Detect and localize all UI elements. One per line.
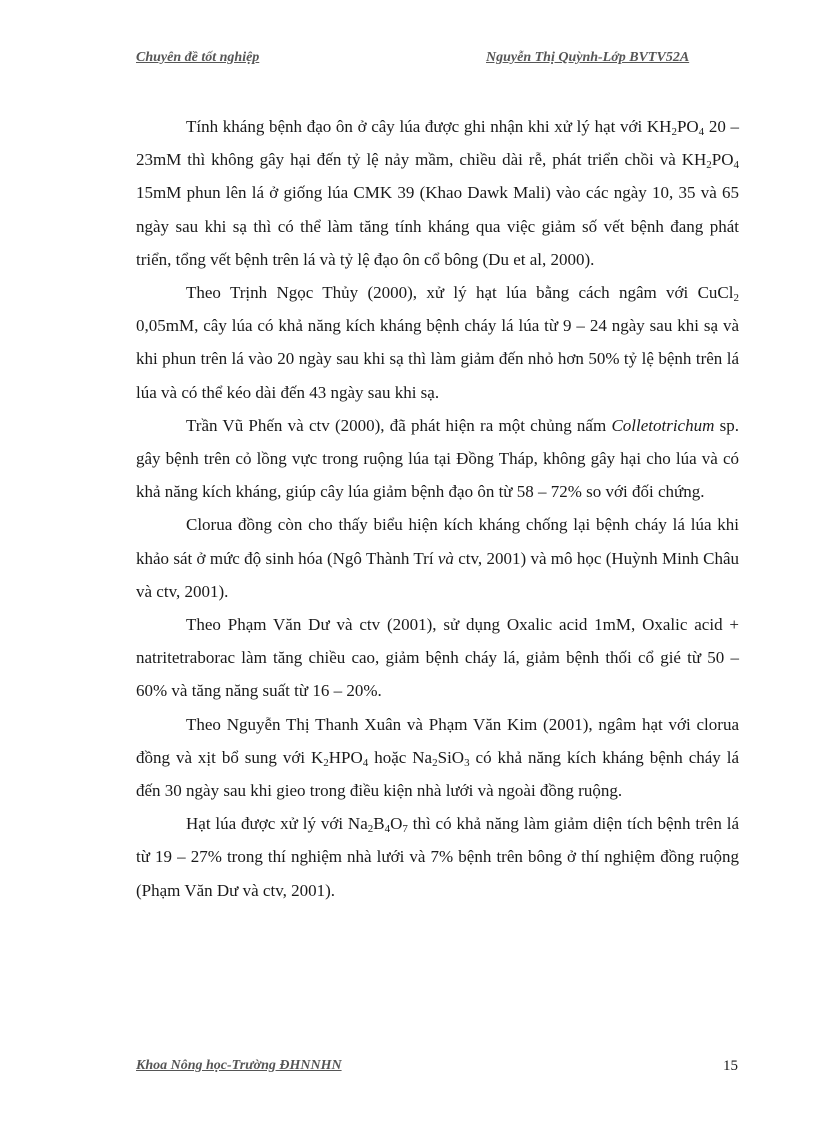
italic-word: và [437, 548, 454, 568]
italic-genus-name: Colletotrichum [611, 415, 715, 435]
text-run: , 2001). [282, 880, 336, 900]
footer-institution: Khoa Nông học-Trường ĐHNNHN [136, 1058, 342, 1073]
header-left-title: Chuyên đề tốt nghiệp [136, 50, 260, 65]
paragraph-7 [136, 807, 739, 907]
text-run: có khả năng kích kháng bệnh cháy lá đến 30 ngày sau khi gieo trong điều kiện nhà lưới và ngoài đồng ruộng. [136, 747, 739, 801]
text-run: SiO [437, 747, 465, 767]
text-run: Tính kháng bệnh đạo ôn ở cây lúa được ghi nhận khi xử lý hạt với KH [186, 117, 672, 136]
text-run: Trần Vũ Phến và ctv (2000), đã phát hiện ra một chủng nấm [186, 415, 612, 435]
text-run: PO [711, 150, 734, 170]
paragraph-5 [136, 608, 739, 708]
paragraph-3 [136, 409, 739, 509]
text-run: ctv, 2001) và mô học (Huỳnh Minh Châu và ctv, 2001). [136, 548, 739, 601]
text-run: 20 – 23mM thì không gây hại đến tỷ lệ nảy mầm, chiều dài rễ, phát triển chồi và KH [136, 117, 739, 170]
text-run: B [373, 814, 385, 834]
page-number: 15 [723, 1058, 738, 1074]
text-run: hoặc Na [368, 747, 433, 767]
text-run: Clorua đồng còn cho thấy biểu hiện kích kháng chống lại bệnh cháy lá lúa khi khảo sát ở mức độ sinh hóa (Ngô Thành Trí [136, 515, 739, 568]
subscript: 2 [733, 292, 739, 305]
subscript: 4 [384, 823, 391, 836]
subscript: 3 [464, 756, 470, 769]
text-run: PO [676, 117, 699, 136]
text-run: Theo Phạm Văn Dư và ctv (2001), sử dụng Oxalic acid 1mM, Oxalic acid + natritetraborac làm tăng chiều cao, giảm bệnh cháy lá, giảm bệnh thối cổ gié từ 50 – 60% và tăng năng suất từ 16 – 20%. [136, 615, 739, 701]
text-run: HPO [328, 747, 363, 767]
subscript: 2 [671, 126, 677, 138]
subscript: 7 [402, 823, 408, 836]
text-run: Theo Trịnh Ngọc Thủy (2000), xử lý hạt lúa bằng cách ngâm với CuCl [186, 283, 734, 303]
document-body [136, 110, 739, 907]
text-run: Theo Nguyễn Thị Thanh Xuân và Phạm Văn Kim (2001), ngâm hạt với clorua đồng và xịt bổ sung với K [136, 714, 739, 767]
subscript: 2 [323, 756, 329, 769]
subscript: 2 [432, 756, 438, 769]
text-run: thì có khả năng làm giảm diện tích bệnh trên lá từ 19 – 27% trong thí nghiệm nhà lưới và 7% bệnh trên bông ở thí nghiệm đồng ruộng (Phạm Văn Dư và ctv [136, 814, 739, 900]
paragraph-4 [136, 508, 739, 608]
paragraph-6 [136, 708, 739, 808]
subscript: 4 [698, 126, 705, 138]
subscript: 4 [733, 159, 739, 172]
paragraph-2 [136, 276, 739, 409]
header-right-author: Nguyễn Thị Quỳnh-Lớp BVTV52A [486, 50, 690, 65]
text-run: 15mM phun lên lá ở giống lúa CMK 39 (Khao Dawk Mali) vào các ngày 10, 35 và 65 ngày sau khi sạ thì có thể làm tăng tính kháng qua việc giảm số vết bệnh đang phát triển, tổng vết bệnh trên lá và tỷ lệ đạo ôn cổ bông (Du et al [136, 183, 739, 269]
text-run: , 2000). [542, 249, 595, 269]
text-run: Hạt lúa được xử lý với Na [186, 814, 368, 834]
subscript: 2 [706, 159, 712, 172]
paragraph-1 [136, 110, 739, 276]
subscript: 2 [367, 823, 374, 836]
subscript: 4 [362, 756, 369, 769]
text-run: sp. gây bệnh trên cỏ lồng vực trong ruộng lúa tại Đồng Tháp, không gây hại cho lúa và có khả năng kích kháng, giúp cây lúa giảm bệnh đạo ôn từ 58 – 72% so với đối chứng. [136, 415, 739, 502]
text-run: O [390, 814, 403, 834]
text-run: 0,05mM, cây lúa có khả năng kích kháng bệnh cháy lá lúa từ 9 – 24 ngày sau khi sạ và khi phun trên lá vào 20 ngày sau khi sạ thì làm giảm đến nhỏ hơn 50% tỷ lệ bệnh trên lá lúa và có thể kéo dài đến 43 ngày sau khi sạ. [136, 316, 739, 402]
